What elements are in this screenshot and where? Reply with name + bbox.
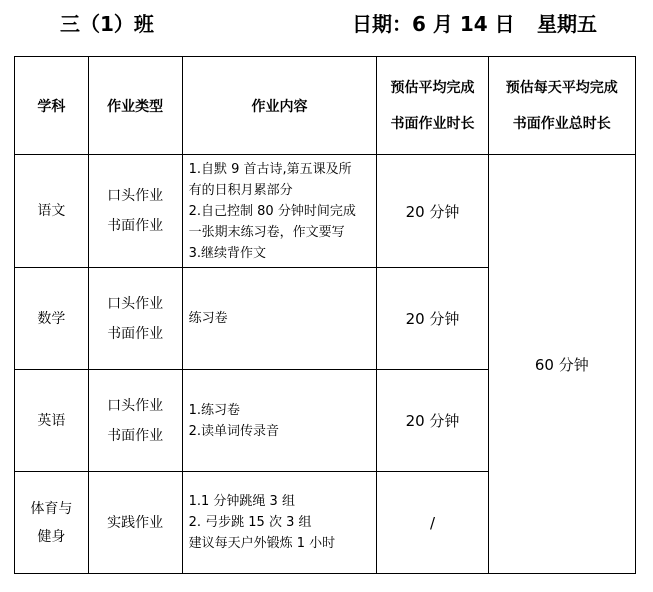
type-item: 实践作业: [107, 514, 164, 531]
type-item: 口头作业: [107, 295, 164, 312]
total-time-cell: 60 分钟: [488, 155, 635, 574]
header-content: 作业内容: [182, 57, 377, 155]
type-cell: [88, 472, 182, 574]
type-item: 书面作业: [107, 325, 164, 342]
header-total-line2: 书面作业总时长: [512, 115, 611, 132]
content-line: 建议每天户外锻炼 1 小时: [188, 536, 336, 551]
header-type: 作业类型: [88, 57, 182, 155]
class-name: 三（1）班: [60, 12, 154, 36]
header-est-line2: 书面作业时长: [390, 115, 475, 132]
est-time-cell: 20 分钟: [377, 155, 488, 268]
table-row: [15, 155, 636, 268]
date-label: 日期：6 月 14 日: [352, 12, 515, 36]
content-cell: [182, 155, 377, 268]
content-line: 3.继续背作文: [188, 245, 267, 261]
header-total-time: [488, 57, 635, 155]
type-item: 口头作业: [107, 188, 164, 204]
type-cell: [88, 155, 182, 268]
subject-line: 健身: [37, 528, 66, 545]
type-item: 书面作业: [107, 218, 164, 234]
content-cell: [182, 472, 377, 574]
type-item: 口头作业: [107, 397, 164, 414]
content-line: 有的日积月累部分: [188, 182, 293, 198]
est-time-cell: /: [377, 472, 488, 574]
content-line: 2. 弓步跳 15 次 3 组: [188, 515, 312, 530]
header-total-line1: 预估每天平均完成: [505, 79, 618, 96]
subject-cell: [15, 472, 89, 574]
content-line: 练习卷: [188, 311, 228, 326]
content-cell: [182, 268, 377, 370]
est-time-cell: 20 分钟: [377, 268, 488, 370]
subject-cell: 数学: [15, 268, 89, 370]
type-cell: [88, 268, 182, 370]
homework-table: [14, 56, 636, 574]
type-item: 书面作业: [107, 427, 164, 444]
table-header-row: [15, 57, 636, 155]
content-cell: [182, 370, 377, 472]
subject-cell: 语文: [15, 155, 89, 268]
content-line: 2.读单词传录音: [188, 423, 280, 439]
subject-line: 体育与: [30, 500, 73, 517]
est-time-cell: 20 分钟: [377, 370, 488, 472]
content-line: 2.自己控制 80 分钟时间完成: [188, 203, 356, 219]
header-est-line1: 预估平均完成: [390, 79, 475, 96]
subject-cell: 英语: [15, 370, 89, 472]
content-line: 1.自默 9 首古诗,第五课及所: [188, 161, 352, 177]
content-line: 1.练习卷: [188, 402, 241, 418]
content-line: 一张期末练习卷，作文要写: [188, 224, 345, 240]
header-est-time: [377, 57, 488, 155]
content-line: 1.1 分钟跳绳 3 组: [188, 494, 295, 509]
header-subject: 学科: [15, 57, 89, 155]
type-cell: [88, 370, 182, 472]
weekday-label: 星期五: [537, 12, 597, 36]
